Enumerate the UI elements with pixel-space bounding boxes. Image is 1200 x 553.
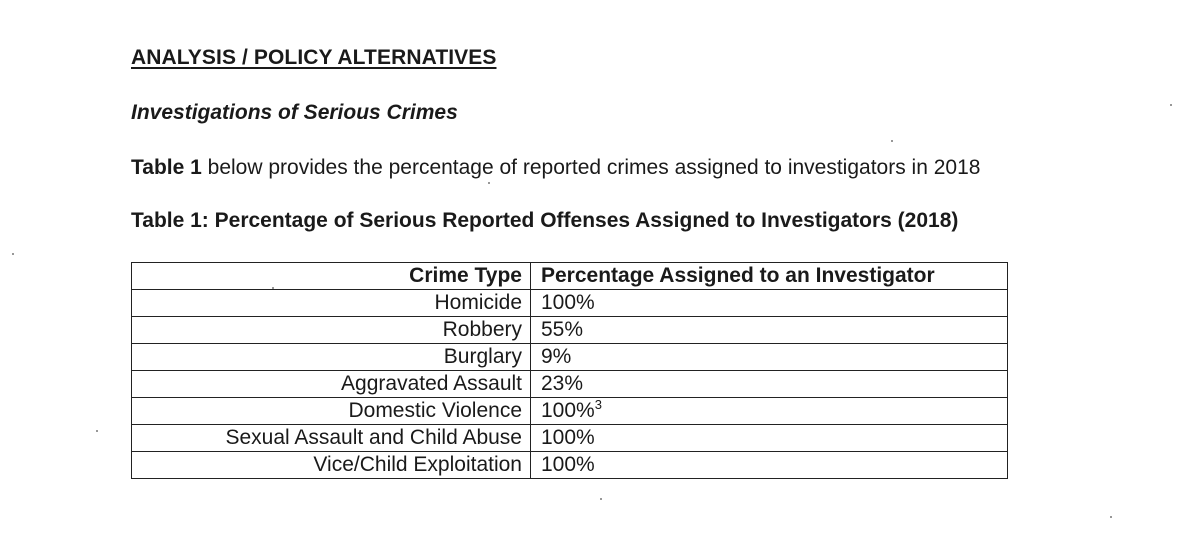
percentage-value: 100% xyxy=(541,291,595,314)
percentage-value: 55% xyxy=(541,318,584,341)
percentage-cell xyxy=(531,344,1008,371)
percentage-value: 9% xyxy=(541,345,572,368)
percentage-cell xyxy=(531,290,1008,317)
header-percentage: Percentage Assigned to an Investigator xyxy=(531,263,1008,290)
table-row xyxy=(132,371,1008,398)
scan-speck xyxy=(12,253,14,255)
scan-speck xyxy=(891,140,893,142)
scan-speck xyxy=(96,430,98,432)
percentage-value: 100% xyxy=(541,426,595,449)
table-row xyxy=(132,317,1008,344)
crime-type-cell: Aggravated Assault xyxy=(132,371,531,398)
scan-speck xyxy=(1170,104,1172,106)
table-row xyxy=(132,398,1008,425)
section-heading: ANALYSIS / POLICY ALTERNATIVES xyxy=(131,46,497,69)
intro-table-reference: Table 1 xyxy=(131,156,202,179)
percentage-value: 100% xyxy=(541,453,595,476)
crime-type-cell: Robbery xyxy=(132,317,531,344)
scan-speck xyxy=(488,182,490,184)
percentage-cell xyxy=(531,452,1008,479)
percentage-cell xyxy=(531,425,1008,452)
scan-speck xyxy=(600,498,602,500)
table-row xyxy=(132,290,1008,317)
table-caption: Table 1: Percentage of Serious Reported Offenses Assigned to Investigators (2018) xyxy=(131,209,959,232)
crime-type-cell: Sexual Assault and Child Abuse xyxy=(132,425,531,452)
crime-type-cell: Vice/Child Exploitation xyxy=(132,452,531,479)
scan-speck xyxy=(272,287,274,289)
table-row xyxy=(132,425,1008,452)
table-row xyxy=(132,452,1008,479)
percentage-value: 23% xyxy=(541,372,584,395)
sub-heading: Investigations of Serious Crimes xyxy=(131,101,458,124)
crime-assignment-table xyxy=(131,262,1008,479)
percentage-cell xyxy=(531,398,1008,425)
crime-type-cell: Homicide xyxy=(132,290,531,317)
header-crime-type: Crime Type xyxy=(132,263,531,290)
percentage-value: 100% xyxy=(541,399,595,422)
crime-type-cell: Domestic Violence xyxy=(132,398,531,425)
table-header-row xyxy=(132,263,1008,290)
percentage-cell xyxy=(531,371,1008,398)
footnote-marker: 3 xyxy=(594,397,602,412)
percentage-cell xyxy=(531,317,1008,344)
table-row xyxy=(132,344,1008,371)
crime-type-cell: Burglary xyxy=(132,344,531,371)
scan-speck xyxy=(1110,516,1112,518)
intro-paragraph xyxy=(131,156,980,180)
intro-text: below provides the percentage of reported crimes assigned to investigators in 2018 xyxy=(201,156,981,179)
